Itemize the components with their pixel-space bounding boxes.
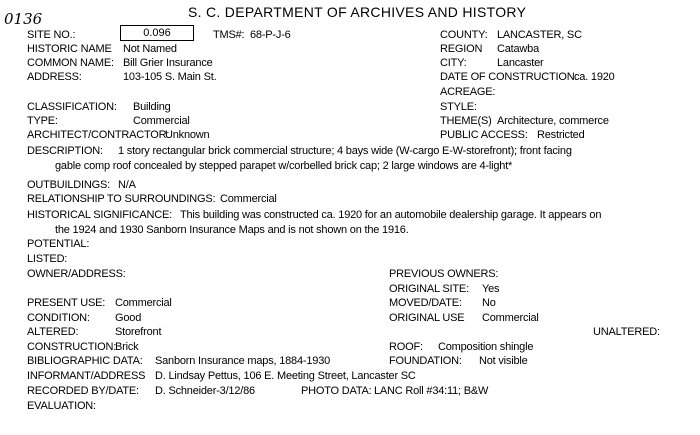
address-value: 103-105 S. Main St. [123, 71, 217, 83]
unaltered-label: UNALTERED: [593, 326, 660, 338]
roof-label: ROOF: [389, 341, 423, 353]
condition-label: CONDITION: [27, 312, 90, 324]
original-site-value: Yes [482, 283, 500, 295]
relationship-label: RELATIONSHIP TO SURROUNDINGS: [27, 193, 216, 205]
outbuildings-value: N/A [118, 179, 136, 191]
listed-label: LISTED: [27, 253, 68, 265]
site-no-label: SITE NO.: [27, 29, 76, 41]
date-of-construction-label: DATE OF CONSTRUCTION: [440, 71, 578, 83]
architect-value: Unknown [165, 129, 210, 141]
photo-data-value: LANC Roll #34:11; B&W [374, 385, 489, 397]
type-label: TYPE: [27, 115, 58, 127]
classification-label: CLASSIFICATION: [27, 101, 117, 113]
common-name-label: COMMON NAME: [27, 57, 114, 69]
outbuildings-label: OUTBUILDINGS: [27, 179, 110, 191]
relationship-value: Commercial [220, 193, 277, 205]
original-use-label: ORIGINAL USE [389, 312, 465, 324]
previous-owners-label: PREVIOUS OWNERS: [389, 268, 499, 280]
significance-line-1: This building was constructed ca. 1920 for an automobile dealership garage. It appears on [180, 209, 602, 221]
present-use-value: Commercial [115, 297, 172, 309]
page-title: S. C. DEPARTMENT OF ARCHIVES AND HISTORY [188, 4, 527, 20]
county-value: LANCASTER, SC [497, 29, 582, 41]
foundation-value: Not visible [479, 355, 528, 367]
description-line-2: gable comp roof concealed by stepped parapet w/corbelled brick cap; 2 large windows are 4-light* [55, 160, 513, 172]
common-name-value: Bill Grier Insurance [123, 57, 213, 69]
address-label: ADDRESS: [27, 71, 82, 83]
informant-value: D. Lindsay Pettus, 106 E. Meeting Street, Lancaster SC [155, 370, 416, 382]
foundation-label: FOUNDATION: [389, 355, 462, 367]
informant-label: INFORMANT/ADDRESS [27, 370, 146, 382]
classification-value: Building [133, 101, 171, 113]
city-value: Lancaster [497, 57, 544, 69]
bibliographic-label: BIBLIOGRAPHIC DATA: [27, 355, 143, 367]
moved-value: No [482, 297, 496, 309]
acreage-label: ACREAGE: [440, 86, 496, 98]
present-use-label: PRESENT USE: [27, 297, 106, 309]
tms-label: TMS#: [213, 29, 245, 41]
altered-value: Storefront [115, 326, 162, 338]
description-label: DESCRIPTION: [27, 145, 103, 157]
altered-label: ALTERED: [27, 326, 79, 338]
tms-value: 68-P-J-6 [250, 29, 291, 41]
bibliographic-value: Sanborn Insurance maps, 1884-1930 [155, 355, 331, 367]
site-no-value: 0.096 [120, 25, 194, 41]
handwritten-number: 0136 [4, 10, 43, 28]
owner-label: OWNER/ADDRESS: [27, 268, 126, 280]
type-value: Commercial [133, 115, 190, 127]
region-value: Catawba [497, 43, 540, 55]
photo-data-label: PHOTO DATA: [301, 385, 372, 397]
historic-name-value: Not Named [123, 43, 177, 55]
themes-value: Architecture, commerce [497, 115, 609, 127]
construction-label: CONSTRUCTION: [27, 341, 117, 353]
recorded-value: D. Schneider-3/12/86 [155, 385, 255, 397]
construction-value: Brick [115, 341, 139, 353]
recorded-label: RECORDED BY/DATE: [27, 385, 139, 397]
potential-label: POTENTIAL: [27, 238, 90, 250]
original-use-value: Commercial [482, 312, 539, 324]
evaluation-label: EVALUATION: [27, 400, 96, 412]
public-access-value: Restricted [537, 129, 585, 141]
city-label: CITY: [440, 57, 467, 69]
historic-name-label: HISTORIC NAME [27, 43, 112, 55]
date-of-construction-value: ca. 1920 [574, 71, 615, 83]
roof-value: Composition shingle [438, 341, 534, 353]
themes-label: THEME(S) [440, 115, 492, 127]
style-label: STYLE: [440, 101, 477, 113]
condition-value: Good [115, 312, 142, 324]
original-site-label: ORIGINAL SITE: [389, 283, 469, 295]
architect-label: ARCHITECT/CONTRACTOR: [27, 129, 170, 141]
description-line-1: 1 story rectangular brick commercial structure; 4 bays wide (W-cargo E-W-storefront); front facing [118, 145, 572, 157]
public-access-label: PUBLIC ACCESS: [440, 129, 528, 141]
region-label: REGION [440, 43, 483, 55]
significance-label: HISTORICAL SIGNIFICANCE: [27, 209, 172, 221]
significance-line-2: the 1924 and 1930 Sanborn Insurance Maps and is not shown on the 1916. [55, 224, 409, 236]
moved-label: MOVED/DATE: [389, 297, 462, 309]
county-label: COUNTY: [440, 29, 488, 41]
